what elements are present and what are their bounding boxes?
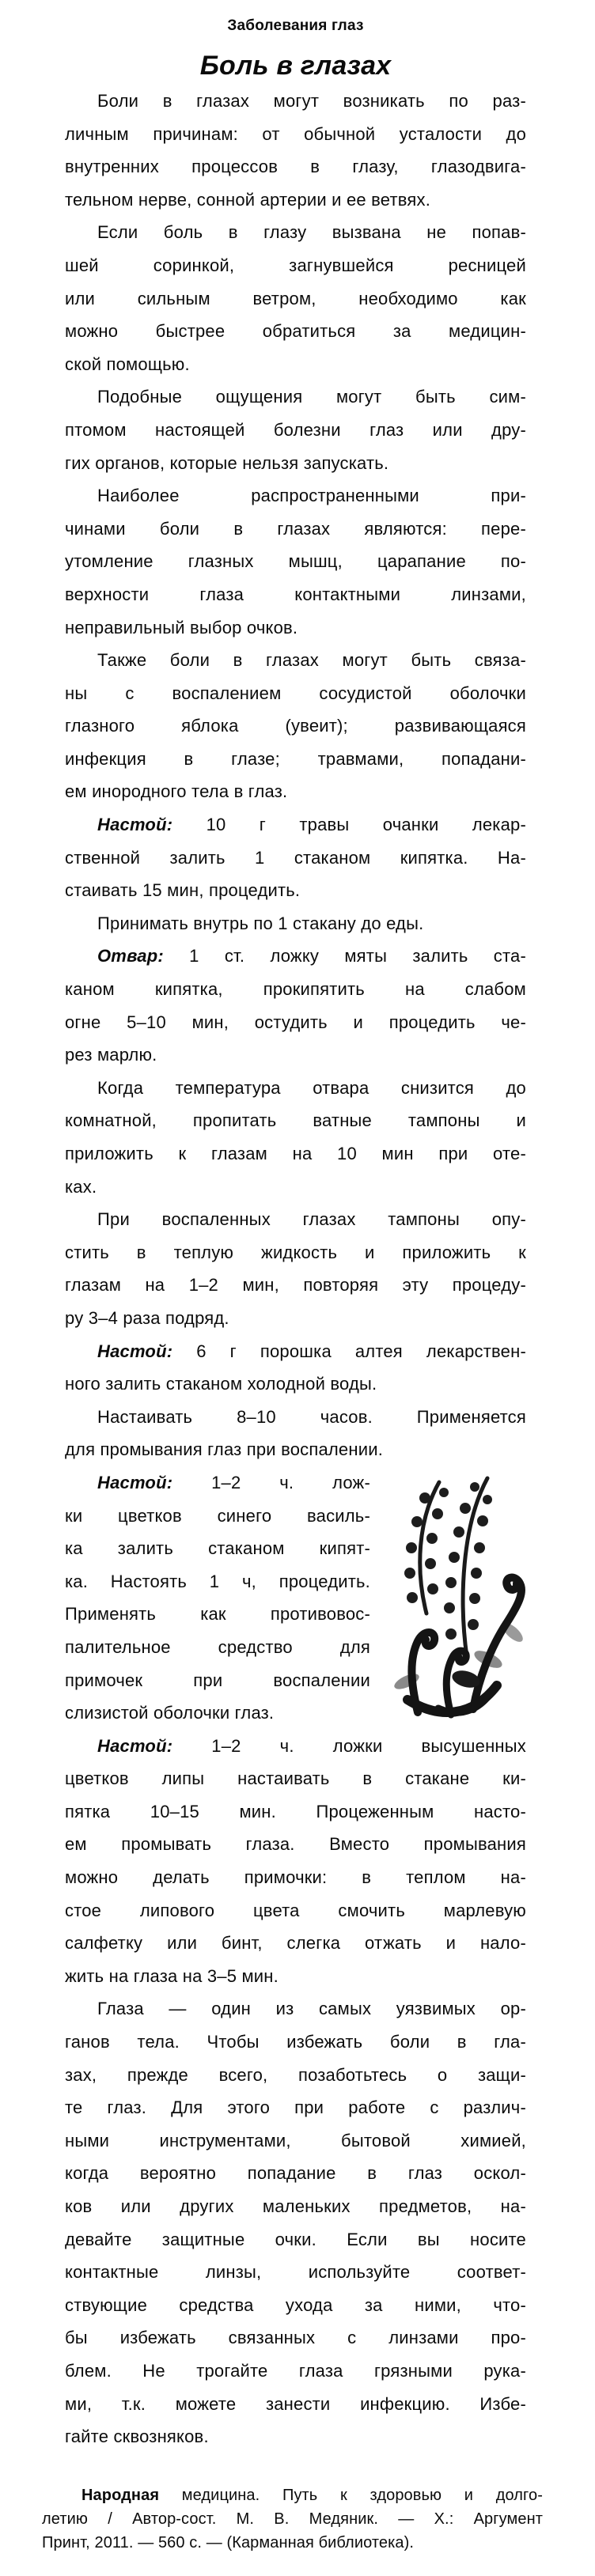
text-line: верхности глаза контактными линзами, [65, 584, 526, 604]
text-line: глазам на 1–2 мин, повторяя эту процеду- [65, 1275, 526, 1296]
text-line: тельном нерве, сонной артерии и ее ветвях. [65, 189, 431, 210]
paragraph [65, 1466, 370, 1730]
text-line: ными инструментами, бытовой химией, [65, 2130, 526, 2150]
paragraph [65, 940, 526, 1071]
text-line: комнатной, пропитать ватные тампоны и [65, 1110, 526, 1131]
paragraph [65, 1992, 526, 2453]
text-line: ственной залить 1 стаканом кипятка. На- [65, 847, 526, 868]
text-line: ской помощью. [65, 354, 190, 374]
text-line: бы избежать связанных с линзами про- [65, 2328, 526, 2348]
lead-word: Настой: [97, 1341, 173, 1361]
text-line: Принт, 2011. — 560 с. — (Карманная библиотека). [42, 2533, 415, 2551]
text-line: При воспаленных глазах тампоны опу- [97, 1209, 526, 1230]
text-line: или сильным ветром, необходимо как [65, 288, 526, 308]
text-line: Применять как противовос- [65, 1604, 370, 1625]
text-line: Настой: 1–2 ч. лож- [97, 1472, 370, 1492]
page-title: Боль в глазах [199, 51, 392, 81]
text-line: примочек при воспалении [65, 1670, 370, 1690]
lead-word: Настой: [97, 1735, 173, 1756]
text-line: огне 5–10 мин, остудить и процедить че- [65, 1012, 526, 1032]
text-line: ру 3–4 раза подряд. [65, 1307, 229, 1328]
lead-word: Отвар: [97, 946, 164, 966]
paragraph [65, 85, 526, 216]
text-line: Подобные ощущения могут быть сим- [97, 387, 526, 407]
text-line: Также боли в глазах могут быть связа- [97, 650, 526, 671]
text-line: Настой: 1–2 ч. ложки высушенных [97, 1735, 526, 1756]
text-line: ка залить стаканом кипят- [65, 1538, 370, 1559]
text-line: ны с воспалением сосудистой оболочки [65, 683, 526, 703]
text-line: можно быстрее обратиться за медицин- [65, 321, 526, 342]
text-line: ка. Настоять 1 ч, процедить. [65, 1571, 370, 1591]
text-line: чинами боли в глазах являются: пере- [65, 518, 526, 539]
paragraph [65, 808, 526, 907]
text-line: приложить к глазам на 10 мин при оте- [65, 1144, 526, 1163]
text-line: стить в теплую жидкость и приложить к [65, 1242, 526, 1262]
text-line: ми, т.к. можете занести инфекцию. Избе- [65, 2393, 526, 2414]
text-line: Если боль в глазу вызвана не попав- [97, 222, 526, 243]
paragraph [65, 216, 526, 380]
text-line: Наиболее распространенными при- [97, 486, 526, 506]
text-line: каном кипятка, прокипятить на слабом [65, 979, 526, 1000]
text-line: Отвар: 1 ст. ложку мяты залить ста- [97, 946, 526, 966]
text-line: палительное средство для [65, 1636, 370, 1657]
text-line: утомление глазных мышц, царапание по- [65, 551, 526, 572]
text-line: стаивать 15 мин, процедить. [65, 880, 301, 901]
lead-word: Настой: [97, 815, 173, 835]
paragraph [65, 1401, 526, 1466]
text-line: гайте сквозняков. [65, 2427, 209, 2447]
lead-word: Настой: [97, 1472, 173, 1492]
text-line: жить на глаза на 3–5 мин. [65, 1965, 279, 1986]
paragraph [65, 380, 526, 479]
text-line: зах, прежде всего, позаботьтесь о защи- [65, 2064, 526, 2085]
text-line: салфетку или бинт, слегка отжать и нало- [65, 1933, 526, 1954]
paragraph [65, 1203, 526, 1334]
text-line: Принимать внутрь по 1 стакану до еды. [97, 913, 424, 933]
paragraph [65, 1335, 526, 1401]
text-line: личным причинам: от обычной усталости до [65, 123, 526, 144]
text-line: ганов тела. Чтобы избежать боли в гла- [65, 2032, 526, 2052]
body-text-after-illustration [65, 1730, 526, 2453]
text-line: стое липового цвета смочить марлевую [65, 1900, 526, 1920]
text-line: для промывания глаз при воспалении. [65, 1439, 384, 1460]
text-line: птомом настоящей болезни глаз или дру- [65, 419, 526, 440]
text-line: ствующие средства ухода за ними, что- [65, 2294, 526, 2315]
text-line: когда вероятно попадание в глаз оскол- [65, 2163, 526, 2184]
wrapped-text-column [65, 1466, 370, 1730]
text-line: контактные линзы, используйте соответ- [65, 2262, 526, 2283]
text-line: Настаивать 8–10 часов. Применяется [97, 1406, 526, 1427]
text-line: ного залить стаканом холодной воды. [65, 1374, 377, 1394]
text-line: девайте защитные очки. Если вы носите [65, 2229, 526, 2249]
paragraph [65, 644, 526, 808]
text-line: инфекция в глазе; травмами, попадани- [65, 748, 526, 769]
text-line: ков или других маленьких предметов, на- [65, 2196, 526, 2216]
text-line: цветков липы настаивать в стакане ки- [65, 1768, 526, 1789]
body-text [65, 85, 526, 2453]
paragraph [42, 2483, 543, 2555]
page-content [42, 16, 543, 2555]
text-line: Боли в глазах могут возникать по раз- [97, 91, 526, 111]
text-line: неправильный выбор очков. [65, 617, 298, 637]
lead-word: Народная [81, 2486, 160, 2504]
text-line: внутренних процессов в глазу, глазодвига- [65, 157, 526, 177]
text-line: глазного яблока (увеит); развивающаяся [65, 716, 526, 736]
text-line: Настой: 10 г травы очанки лекар- [97, 815, 526, 835]
text-line: ках. [65, 1176, 97, 1197]
text-line: Когда температура отвара снизится до [97, 1077, 526, 1098]
citation-block [42, 2483, 543, 2555]
text-line: ем инородного тела в глаз. [65, 781, 288, 802]
text-line: летию / Автор-сост. М. В. Медяник. — Х.: Аргумент [42, 2510, 543, 2528]
cornflower-recipe-row [65, 1466, 526, 1730]
text-line: блем. Не трогайте глаза грязными рука- [65, 2360, 526, 2381]
text-line: рез марлю. [65, 1045, 157, 1065]
text-line: ки цветков синего василь- [65, 1505, 370, 1526]
text-line: слизистой оболочки глаз. [65, 1703, 275, 1723]
text-line: Настой: 6 г порошка алтея лекарствен- [97, 1341, 526, 1361]
body-text-before-illustration [65, 85, 526, 1466]
text-line: Глаза — один из самых уязвимых ор- [97, 1999, 526, 2019]
berries [404, 1482, 492, 1640]
herb-sprig-drawing [393, 1471, 528, 1720]
plant-illustration [393, 1471, 528, 1720]
text-line: шей соринкой, загнувшейся ресницей [65, 255, 526, 275]
text-line: те глаз. Для этого при работе с различ- [65, 2097, 526, 2118]
text-line: гих органов, которые нельзя запускать. [65, 452, 389, 473]
text-line: ем промывать глаза. Вместо промывания [65, 1834, 526, 1855]
paragraph [65, 907, 526, 940]
text-line: пятка 10–15 мин. Процеженным насто- [65, 1801, 526, 1821]
paragraph [65, 1730, 526, 1993]
running-header: Заболевания глаз [227, 17, 364, 34]
paragraph [65, 1072, 526, 1203]
paragraph [65, 479, 526, 644]
text-line: Народная медицина. Путь к здоровью и долго- [81, 2486, 543, 2504]
text-line: можно делать примочки: в теплом на- [65, 1867, 526, 1888]
